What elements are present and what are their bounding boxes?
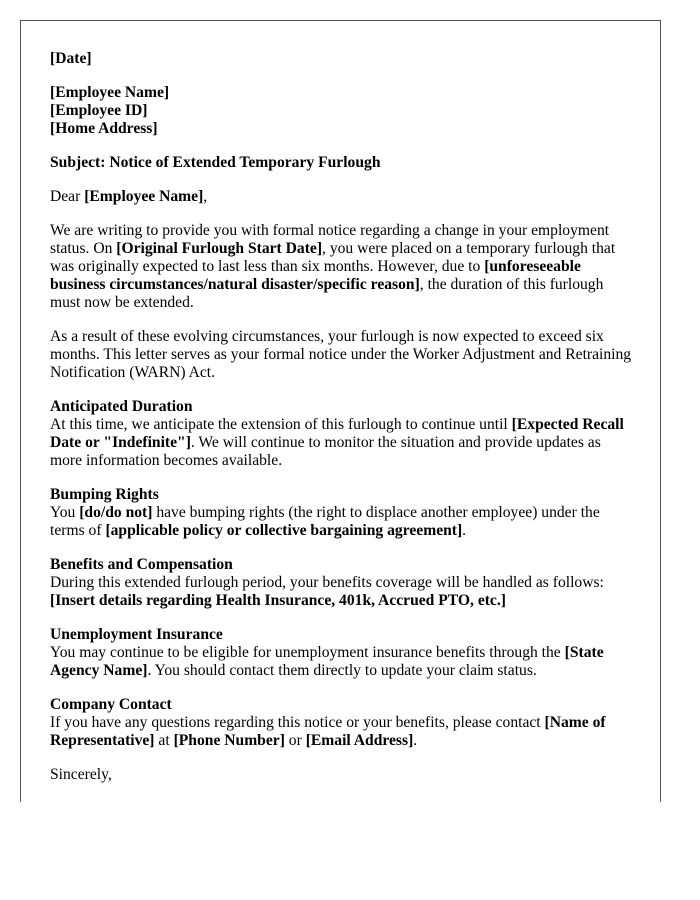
- salutation-prefix: Dear: [50, 188, 85, 205]
- employee-id-placeholder: [Employee ID]: [50, 102, 148, 119]
- unemployment-text-1: You may continue to be eligible for unemployment insurance benefits through the: [50, 644, 565, 661]
- benefits-text-1: During this extended furlough period, your benefits coverage will be handled as follows:: [50, 574, 604, 591]
- benefits-heading: Benefits and Compensation: [50, 556, 233, 573]
- benefits-section: [50, 556, 635, 610]
- duration-text-2: . We will continue to monitor the situation and provide updates as more information becomes available.: [50, 434, 601, 469]
- warn-paragraph: [50, 328, 635, 382]
- closing-text: Sincerely,: [50, 766, 112, 783]
- intro-text-1: We are writing to provide you with formal notice regarding a change in your employment status. On: [50, 222, 610, 257]
- contact-text-4: .: [413, 732, 418, 749]
- benefits-details-placeholder: [Insert details regarding Health Insurance, 401k, Accrued PTO, etc.]: [50, 592, 506, 609]
- letter-body: [50, 50, 635, 800]
- representative-placeholder: [Name of Representative]: [50, 714, 606, 749]
- intro-text-2: , you were placed on a temporary furlough that was originally expected to last less than six months. However, due to: [50, 240, 616, 275]
- unemployment-section: [50, 626, 635, 680]
- duration-heading: Anticipated Duration: [50, 398, 193, 415]
- recipient-block: [50, 84, 635, 138]
- intro-text-3: , the duration of this furlough must now be extended.: [50, 276, 604, 311]
- closing-line: [50, 766, 635, 784]
- unemployment-heading: Unemployment Insurance: [50, 626, 223, 643]
- bumping-heading: Bumping Rights: [50, 486, 159, 503]
- date-placeholder: [Date]: [50, 50, 92, 67]
- bumping-section: [50, 486, 635, 540]
- agency-placeholder: [State Agency Name]: [50, 644, 604, 679]
- bumping-text-3: .: [462, 522, 467, 539]
- unemployment-text-2: . You should contact them directly to update your claim status.: [147, 662, 537, 679]
- salutation-suffix: ,: [203, 188, 208, 205]
- salutation: [50, 188, 635, 206]
- intro-paragraph: [50, 222, 635, 312]
- contact-section: [50, 696, 635, 750]
- contact-text-2: at: [154, 732, 174, 749]
- contact-text-3: or: [284, 732, 306, 749]
- do-do-not-placeholder: [do/do not]: [79, 504, 153, 521]
- employee-name-placeholder: [Employee Name]: [50, 84, 170, 101]
- contact-text-1: If you have any questions regarding this notice or your benefits, please contact: [50, 714, 545, 731]
- reason-placeholder: [unforeseeable business circumstances/natural disaster/specific reason]: [50, 258, 581, 293]
- recall-date-placeholder: [Expected Recall Date or "Indefinite"]: [50, 416, 624, 451]
- subject-line: [50, 154, 635, 172]
- salutation-name: [Employee Name]: [84, 188, 204, 205]
- warn-text: As a result of these evolving circumstances, your furlough is now expected to exceed six months. This letter serves as your formal notice under the Worker Adjustment and Retraining Notification (WARN) Act.: [50, 328, 632, 381]
- date-line: [50, 50, 635, 68]
- home-address-placeholder: [Home Address]: [50, 120, 158, 137]
- duration-text-1: At this time, we anticipate the extension of this furlough to continue until: [50, 416, 512, 433]
- email-placeholder: [Email Address]: [305, 732, 414, 749]
- contact-heading: Company Contact: [50, 696, 172, 713]
- policy-placeholder: [applicable policy or collective bargaining agreement]: [105, 522, 463, 539]
- phone-placeholder: [Phone Number]: [173, 732, 285, 749]
- duration-section: [50, 398, 635, 470]
- letter-page: [20, 20, 661, 802]
- subject-text: Subject: Notice of Extended Temporary Furlough: [50, 154, 381, 171]
- bumping-text-2: have bumping rights (the right to displace another employee) under the terms of: [50, 504, 600, 539]
- original-start-placeholder: [Original Furlough Start Date]: [116, 240, 323, 257]
- bumping-text-1: You: [50, 504, 80, 521]
